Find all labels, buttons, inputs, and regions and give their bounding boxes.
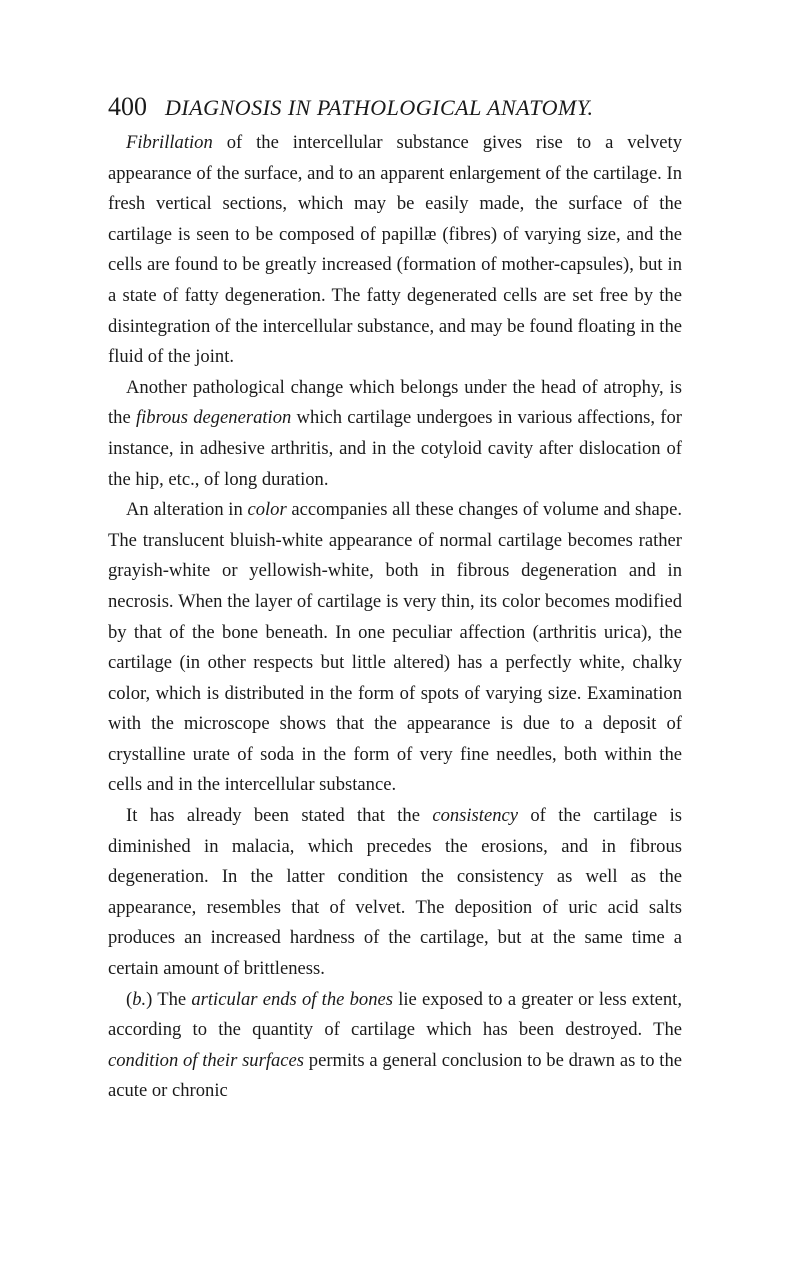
paragraph	[108, 801, 682, 985]
page-number: 400	[108, 92, 147, 121]
text-run: of the cartilage is diminished in malacia, which precedes the erosions, and in fibrous degeneration. In the latter condition the consistency as well as the appearance, resembles that of velvet. The deposition of uric acid salts produces an increased hardness of the cartilage, but at the same time a certain amount of brittleness.	[108, 805, 682, 980]
text-run: Another pathological change which belongs under the head of atrophy, is the	[108, 376, 682, 429]
text-run: accompanies all these changes of volume and shape. The translucent bluish-white appearance of normal cartilage becomes rather grayish-white or yellowish-white, both in fibrous degeneration and in necrosis. When the layer of cartilage is very thin, its color becomes modified by that of the bone beneath. In one peculiar affection (arthritis urica), the cartilage (in other respects but little altered) has a perfectly white, chalky color, which is distributed in the form of spots of varying size. Examination with the microscope shows that the appearance is due to a deposit of crystalline urate of soda in the form of very fine needles, both within the cells and in the intercellular substance.	[108, 499, 682, 796]
italic-term: condition of their surfaces	[108, 1049, 305, 1071]
italic-term: articular ends of the bones	[191, 988, 393, 1010]
italic-term: fibrous degeneration	[135, 407, 292, 429]
text-run: An alteration in	[126, 499, 248, 521]
paragraph	[108, 495, 682, 801]
text-run: permits a general conclusion to be drawn as to the acute or chronic	[108, 1049, 682, 1102]
paragraph	[108, 985, 682, 1107]
text-run: lie exposed to a greater or less extent, according to the quantity of cartilage which has been destroyed. The	[108, 988, 683, 1041]
italic-term: Fibrillation	[126, 132, 213, 153]
body-text	[108, 128, 682, 1107]
text-run: (	[126, 988, 133, 1010]
text-run: ) The	[146, 988, 192, 1010]
italic-term: color	[247, 499, 287, 521]
text-run: It has already been stated that the	[126, 805, 433, 827]
text-run: which cartilage undergoes in various affections, for instance, in adhesive arthritis, and in the cotyloid cavity after dislocation of the hip, etc., of long duration.	[108, 407, 682, 490]
running-title: DIAGNOSIS IN PATHOLOGICAL ANATOMY.	[165, 95, 594, 120]
paragraph	[108, 373, 682, 495]
italic-term: consistency	[432, 805, 519, 827]
paragraph	[108, 128, 682, 373]
running-head	[108, 90, 692, 124]
italic-term: b.	[132, 988, 147, 1010]
text-run: of the intercellular substance gives rise to a velvety appearance of the surface, and to an apparent enlargement of the cartilage. In fresh vertical sections, which may be easily made, the surface of the cartilage is seen to be composed of papillæ (fibres) of varying size, and the cells are found to be greatly increased (formation of mother-capsules), but in a state of fatty degeneration. The fatty degenerated cells are set free by the disintegration of the intercellular substance, and may be found floating in the fluid of the joint.	[108, 132, 682, 368]
